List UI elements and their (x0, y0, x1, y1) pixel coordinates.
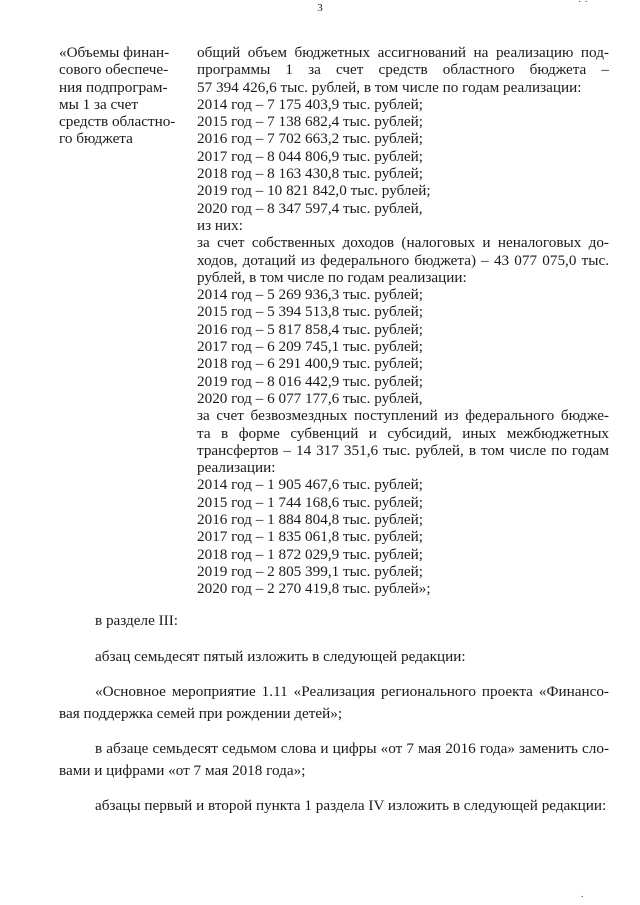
year-line: 2020 год – 2 270 419,8 тыс. рублей»; (197, 580, 431, 598)
paragraph: абзац семьдесят пятый изложить в следующей редакции: (95, 648, 466, 665)
year-line: 2016 год – 5 817 858,4 тыс. рублей; (197, 320, 424, 338)
label-line: ния подпрограм- (59, 78, 168, 96)
value-line: трансфертов – 14 317 351,6 тыс. рублей, в том числе по годам (197, 441, 609, 459)
label-line: сового обеспече- (59, 61, 169, 79)
paragraph: в абзаце семьдесят седьмом слова и цифры «от 7 мая 2016 года» заменить сло- (95, 740, 609, 757)
year-line: 2019 год – 2 805 399,1 тыс. рублей; (197, 562, 424, 580)
year-line: 2017 год – 1 835 061,8 тыс. рублей; (197, 528, 424, 546)
year-line: 2015 год – 1 744 168,6 тыс. рублей; (197, 493, 424, 511)
corner-mark: · · (577, 0, 588, 8)
value-line: за счет безвозмездных поступлений из федерального бюдже- (197, 407, 609, 425)
value-line: реализации: (197, 459, 276, 477)
year-line: 2017 год – 6 209 745,1 тыс. рублей; (197, 338, 424, 356)
year-line: 2017 год – 8 044 806,9 тыс. рублей; (197, 147, 424, 165)
paragraph: «Основное мероприятие 1.11 «Реализация регионального проекта «Финансо- (95, 683, 609, 700)
label-line: го бюджета (59, 130, 133, 148)
year-line: 2020 год – 6 077 177,6 тыс. рублей, (197, 389, 423, 407)
label-line: средств областно- (59, 113, 176, 131)
value-line: из них: (197, 216, 243, 234)
value-line: программы 1 за счет средств областного бюджета – (197, 61, 609, 79)
paragraph: абзацы первый и второй пункта 1 раздела IV изложить в следующей редакции: (95, 797, 607, 814)
value-line: за счет собственных доходов (налоговых и неналоговых до- (197, 234, 609, 252)
value-line: 57 394 426,6 тыс. рублей, в том числе по годам реализации: (197, 78, 582, 96)
value-line: ходов, дотаций из федерального бюджета) – 43 077 075,0 тыс. (197, 251, 609, 269)
value-line: рублей, в том числе по годам реализации: (197, 268, 467, 286)
year-line: 2015 год – 7 138 682,4 тыс. рублей; (197, 113, 424, 131)
year-line: 2020 год – 8 347 597,4 тыс. рублей, (197, 199, 423, 217)
passport-label-column (59, 44, 184, 148)
page-number: 3 (317, 2, 323, 14)
section-reference: в разделе III: (95, 612, 179, 629)
year-line: 2015 год – 5 394 513,8 тыс. рублей; (197, 303, 424, 321)
year-line: 2018 год – 6 291 400,9 тыс. рублей; (197, 355, 424, 373)
paragraph: вами и цифрами «от 7 мая 2018 года»; (59, 762, 306, 779)
year-line: 2014 год – 5 269 936,3 тыс. рублей; (197, 286, 424, 304)
year-line: 2016 год – 1 884 804,8 тыс. рублей; (197, 511, 424, 529)
year-line: 2019 год – 10 821 842,0 тыс. рублей; (197, 182, 431, 200)
label-line: мы 1 за счет (59, 95, 138, 113)
year-line: 2016 год – 7 702 663,2 тыс. рублей; (197, 130, 424, 148)
year-line: 2018 год – 8 163 430,8 тыс. рублей; (197, 165, 424, 183)
passport-value-column (197, 44, 609, 598)
year-line: 2019 год – 8 016 442,9 тыс. рублей; (197, 372, 424, 390)
paragraph: вая поддержка семей при рождении детей»; (59, 705, 343, 722)
bottom-mark: · (580, 891, 584, 903)
year-line: 2014 год – 7 175 403,9 тыс. рублей; (197, 95, 424, 113)
year-line: 2014 год – 1 905 467,6 тыс. рублей; (197, 476, 424, 494)
value-line: общий объем бюджетных ассигнований на реализацию под- (197, 44, 609, 61)
label-line: «Объемы финан- (59, 44, 170, 61)
value-line: та в форме субвенций и субсидий, иных межбюджетных (197, 424, 609, 442)
year-line: 2018 год – 1 872 029,9 тыс. рублей; (197, 545, 424, 563)
